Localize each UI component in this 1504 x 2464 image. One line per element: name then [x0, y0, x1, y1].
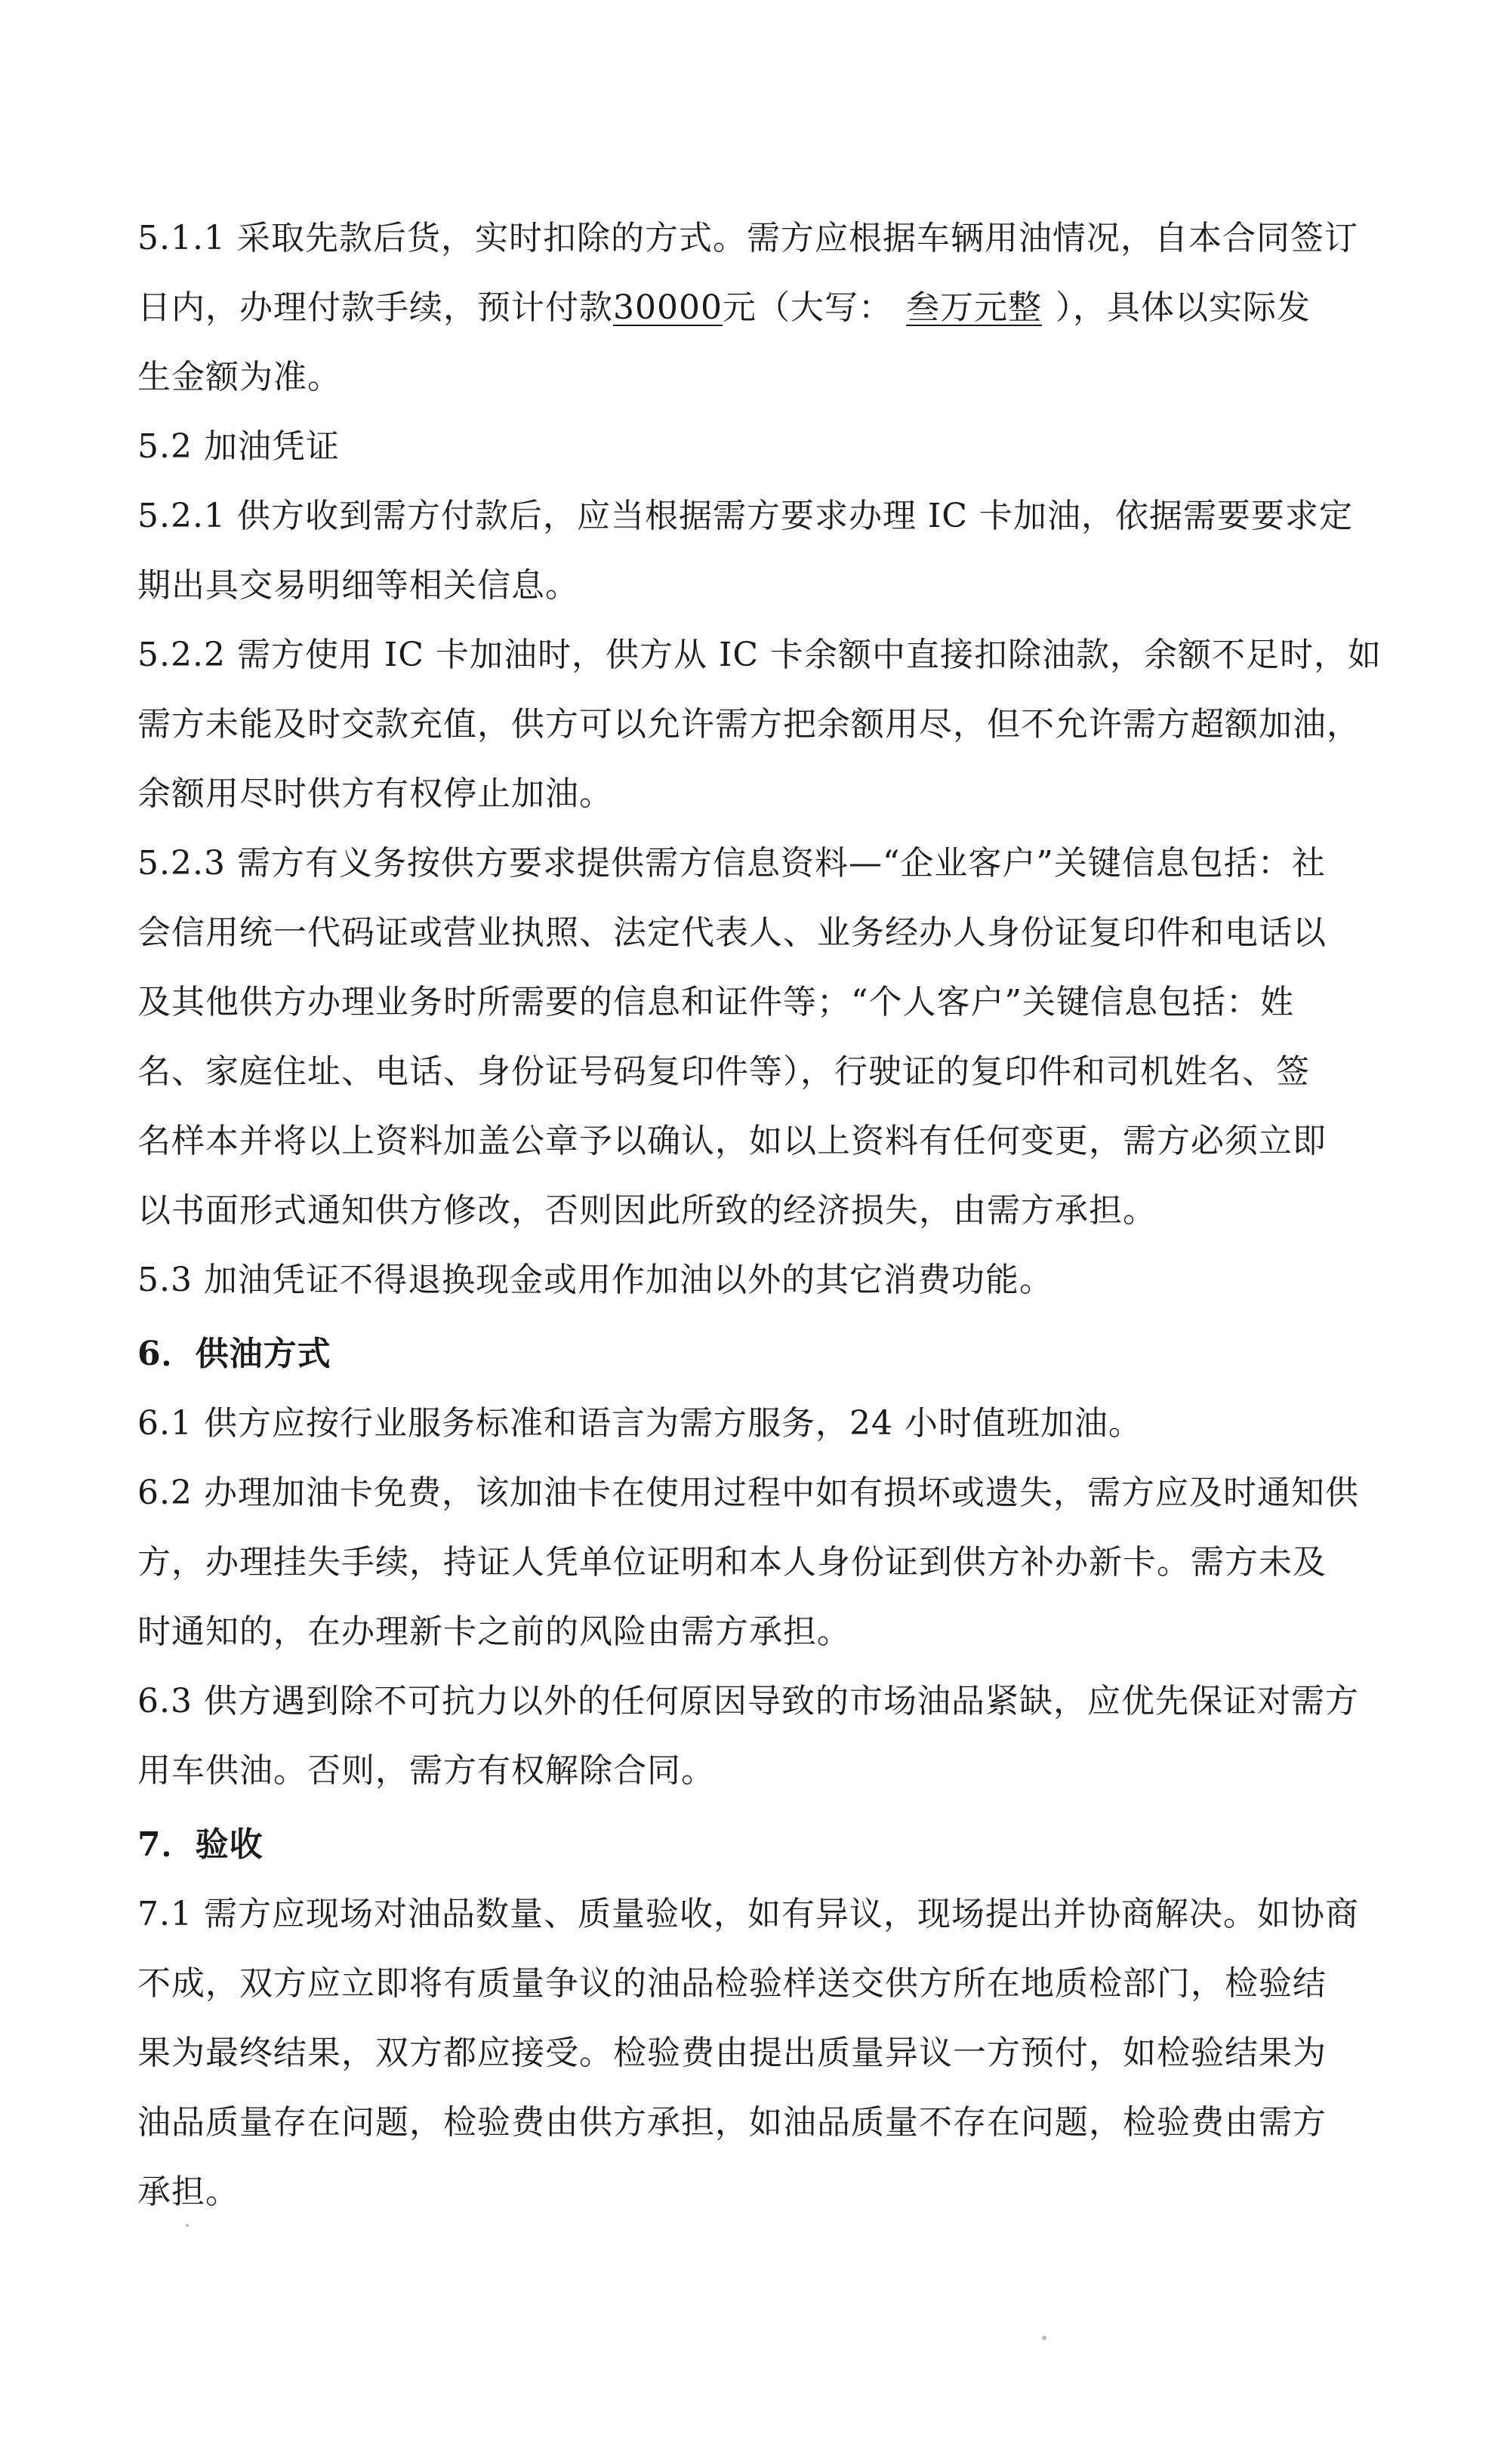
- clause-7-1-line-2: 不成，双方应立即将有质量争议的油品检验样送交供方所在地质检部门，检验结: [137, 1964, 1327, 2003]
- scan-speck: [186, 2224, 189, 2227]
- document-body: [137, 204, 1382, 2227]
- clause-5-2-3-line-3: 及其他供方办理业务时所需要的信息和证件等；“个人客户”关键信息包括：姓: [137, 983, 1294, 1021]
- clause-5-2-2: [137, 621, 1382, 829]
- clause-5-2-3-line-4: 名、家庭住址、电话、身份证号码复印件等），行驶证的复印件和司机姓名、签: [137, 1052, 1310, 1091]
- clause-7-1-line-1: 7.1 需方应现场对油品数量、质量验收，如有异议，现场提出并协商解决。如协商: [137, 1895, 1359, 1933]
- clause-5-2-2-line-3: 余额用尽时供方有权停止加油。: [137, 775, 613, 813]
- clause-6-1: [137, 1389, 1300, 1458]
- clause-5-2-3: [137, 829, 1327, 1246]
- payment-text-post: ），具体以实际发: [1055, 288, 1311, 327]
- section-6-heading: 6．供油方式: [137, 1335, 331, 1373]
- clause-5-2-2-line-2: 需方未能及时交款充值，供方可以允许需方把余额用尽，但不允许需方超额加油，: [137, 705, 1361, 744]
- clause-5-1-1-line-2: [137, 273, 1311, 343]
- clause-7-1-line-5: 承担。: [137, 2173, 239, 2211]
- clause-6-3: [137, 1667, 1359, 1806]
- scan-speck: [1042, 2336, 1046, 2340]
- section-7-heading: 7．验收: [137, 1825, 264, 1864]
- clause-5-1-1: [137, 204, 1358, 412]
- clause-5-2-3-line-2: 会信用统一代码证或营业执照、法定代表人、业务经办人身份证复印件和电话以: [137, 913, 1327, 952]
- payment-amount-words: 叁万元整: [905, 288, 1042, 327]
- clause-5-2-1-line-2: 期出具交易明细等相关信息。: [137, 566, 579, 605]
- clause-7-1-line-3: 果为最终结果，双方都应接受。检验费由提出质量异议一方预付，如检验结果为: [137, 2034, 1327, 2072]
- clause-5-2-3-line-6: 以书面形式通知供方修改，否则因此所致的经济损失，由需方承担。: [137, 1191, 1157, 1230]
- clause-6-2-line-1: 6.2 办理加油卡免费，该加油卡在使用过程中如有损坏或遗失，需方应及时通知供: [137, 1474, 1359, 1512]
- clause-6-2: [137, 1458, 1359, 1667]
- clause-6-2-line-3: 时通知的，在办理新卡之前的风险由需方承担。: [137, 1612, 851, 1651]
- clause-5-2-3-line-1: 5.2.3 需方有义务按供方要求提供需方信息资料—“企业客户”关键信息包括：社: [137, 844, 1326, 882]
- clause-5-2-title: 5.2 加油凭证: [137, 427, 340, 466]
- clause-6-2-line-2: 方，办理挂失手续，持证人凭单位证明和本人身份证到供方补办新卡。需方未及: [137, 1543, 1327, 1582]
- payment-text-mid: 元（大写：: [722, 288, 892, 327]
- clause-5-2-1-line-1: 5.2.1 供方收到需方付款后，应当根据需方要求办理 IC 卡加油，依据需要要求定: [137, 497, 1353, 535]
- clause-5-2-3-line-5: 名样本并将以上资料加盖公章予以确认，如以上资料有任何变更，需方必须立即: [137, 1122, 1327, 1160]
- clause-6-3-line-1: 6.3 供方遇到除不可抗力以外的任何原因导致的市场油品紧缺，应优先保证对需方: [137, 1682, 1359, 1720]
- clause-7-1-line-4: 油品质量存在问题，检验费由供方承担，如油品质量不存在问题，检验费由需方: [137, 2103, 1327, 2142]
- clause-5-2-1: [137, 482, 1353, 621]
- clause-5-3-text: 5.3 加油凭证不得退换现金或用作加油以外的其它消费功能。: [137, 1261, 1053, 1299]
- clause-7-1: [137, 1880, 1359, 2227]
- clause-5-2-2-line-1: 5.2.2 需方使用 IC 卡加油时，供方从 IC 卡余额中直接扣除油款，余额不足时，如: [137, 636, 1382, 674]
- payment-amount: 30000: [613, 288, 723, 327]
- clause-5-1-1-line-3: 生金额为准。: [137, 358, 341, 396]
- payment-text-pre: 日内，办理付款手续，预计付款: [137, 288, 613, 327]
- clause-5-1-1-line-1: 5.1.1 采取先款后货，实时扣除的方式。需方应根据车辆用油情况，自本合同签订: [137, 219, 1358, 257]
- clause-5-3: [137, 1246, 1300, 1315]
- clause-5-2: [137, 412, 1300, 482]
- clause-6-1-text: 6.1 供方应按行业服务标准和语言为需方服务，24 小时值班加油。: [137, 1404, 1142, 1443]
- clause-6-3-line-2: 用车供油。否则，需方有权解除合同。: [137, 1751, 715, 1790]
